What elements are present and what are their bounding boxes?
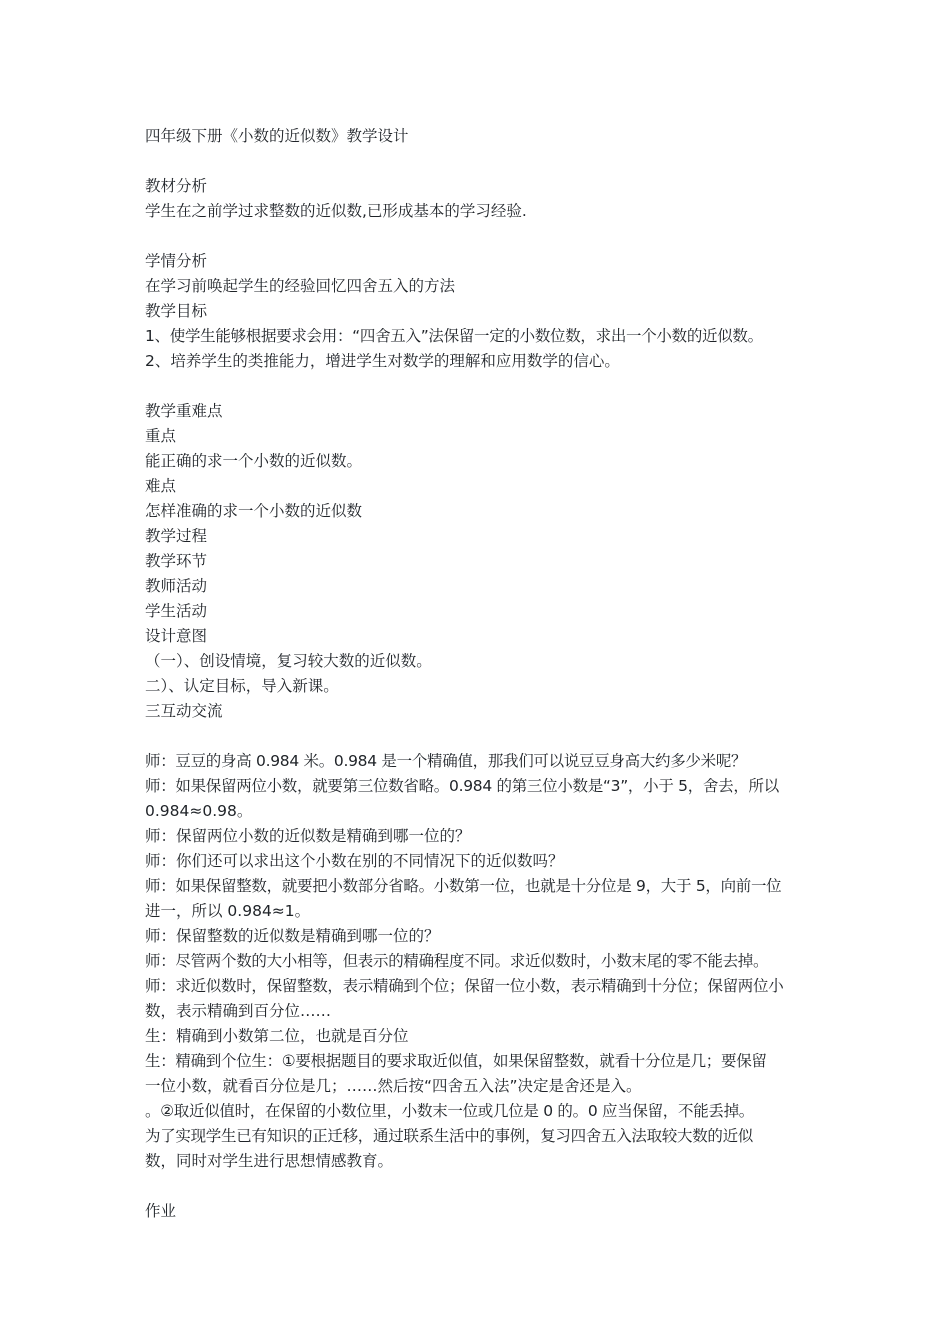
dialogue-line: 生：精确到个位生：①要根据题目的要求取近似值，如果保留整数，就看十分位是几；要保留 <box>145 1052 767 1070</box>
dialogue-line: 师：你们还可以求出这个小数在别的不同情况下的近似数吗？ <box>145 852 564 870</box>
process-step: 三互动交流 <box>145 702 223 720</box>
dialogue-line: 进一，所以 0.984≈1。 <box>145 902 311 920</box>
process-step: （一）、创设情境，复习较大数的近似数。 <box>145 652 432 670</box>
difficulty-label: 难点 <box>145 477 177 495</box>
goal-item: 2、培养学生的类推能力，增进学生对数学的理解和应用数学的信心。 <box>145 352 620 370</box>
dialogue-line: 师：求近似数时，保留整数，表示精确到个位；保留一位小数，表示精确到十分位；保留两位小 <box>145 977 784 995</box>
difficulty-text: 怎样准确的求一个小数的近似数 <box>145 502 363 520</box>
goals-heading: 教学目标 <box>145 302 208 320</box>
dialogue-line: 师：如果保留两位小数，就要第三位数省略。0.984 的第三位小数是“3”，小于 5，舍去，所以 <box>145 777 779 795</box>
dialogue-line: 生：精确到小数第二位，也就是百分位 <box>145 1027 409 1045</box>
process-column-label: 设计意图 <box>145 627 208 645</box>
dialogue-line: 师：如果保留整数，就要把小数部分省略。小数第一位，也就是十分位是 9，大于 5，向前一位 <box>145 877 782 895</box>
material-heading: 教材分析 <box>145 177 208 195</box>
learner-text: 在学习前唤起学生的经验回忆四舍五入的方法 <box>145 277 456 295</box>
dialogue-line: 为了实现学生已有知识的正迁移，通过联系生活中的事例，复习四舍五入法取较大数的近似 <box>145 1127 754 1145</box>
dialogue-line: 师：尽管两个数的大小相等，但表示的精确程度不同。求近似数时，小数末尾的零不能去掉。 <box>145 952 769 970</box>
dialogue-line: 0.984≈0.98。 <box>145 802 253 820</box>
key-label: 重点 <box>145 427 177 445</box>
dialogue-line: 师：保留两位小数的近似数是精确到哪一位的？ <box>145 827 471 845</box>
dialogue-line: 数，表示精确到百分位…… <box>145 1002 332 1020</box>
dialogue-line: 。②取近似值时，在保留的小数位里，小数末一位或几位是 0 的。0 应当保留，不能丢掉。 <box>145 1102 755 1120</box>
material-text: 学生在之前学过求整数的近似数,已形成基本的学习经验. <box>145 202 527 220</box>
document-title: 四年级下册《小数的近似数》教学设计 <box>145 127 409 145</box>
process-step: 二）、认定目标，导入新课。 <box>145 677 339 695</box>
goal-item: 1、使学生能够根据要求会用：“四舍五入”法保留一定的小数位数，求出一个小数的近似数。 <box>145 327 763 345</box>
homework-heading: 作业 <box>145 1202 177 1220</box>
keypoints-heading: 教学重难点 <box>145 402 223 420</box>
learner-heading: 学情分析 <box>145 252 208 270</box>
key-text: 能正确的求一个小数的近似数。 <box>145 452 363 470</box>
process-column-label: 教师活动 <box>145 577 208 595</box>
dialogue-line: 师：保留整数的近似数是精确到哪一位的？ <box>145 927 440 945</box>
dialogue-line: 师：豆豆的身高 0.984 米。0.984 是一个精确值，那我们可以说豆豆身高大约多少米呢？ <box>145 752 747 770</box>
process-column-label: 学生活动 <box>145 602 208 620</box>
process-column-label: 教学环节 <box>145 552 208 570</box>
process-heading: 教学过程 <box>145 527 208 545</box>
dialogue-line: 数，同时对学生进行思想情感教育。 <box>145 1152 394 1170</box>
dialogue-line: 一位小数，就看百分位是几；……然后按“四舍五入法”决定是舍还是入。 <box>145 1077 642 1095</box>
